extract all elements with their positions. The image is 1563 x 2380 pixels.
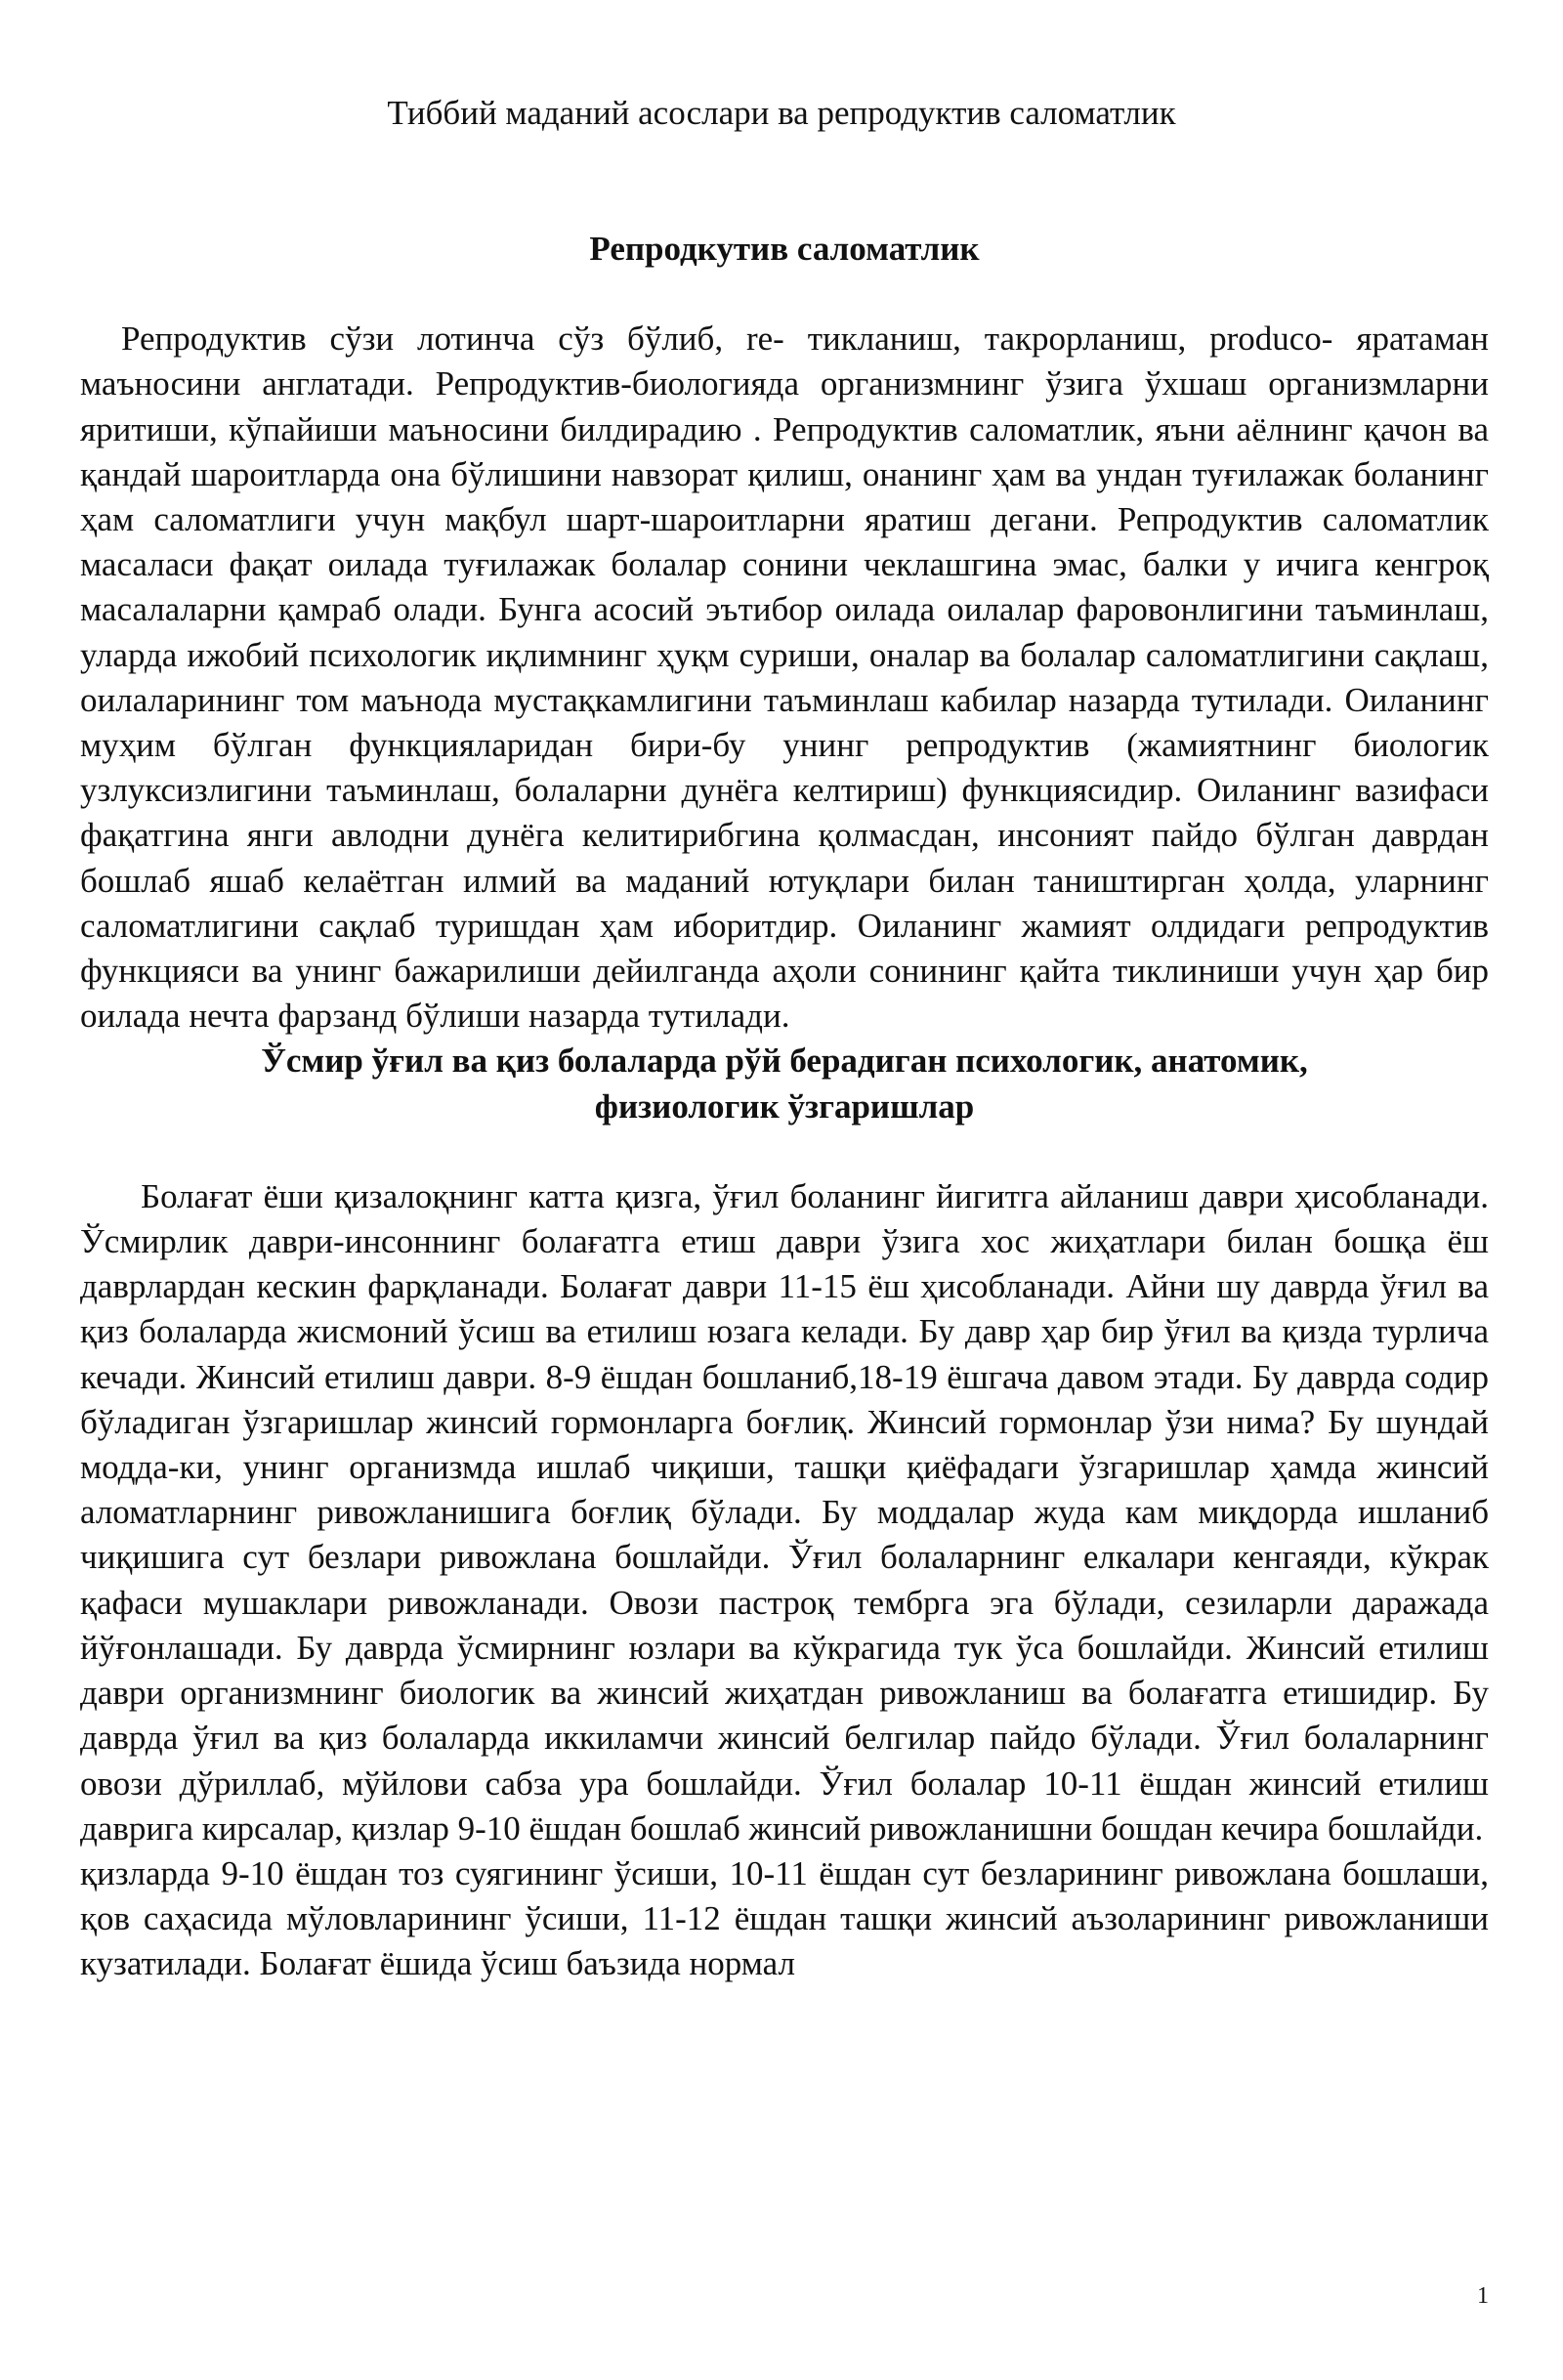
section-title-line-1: Ўсмир ўғил ва қиз болаларда рўй берадиган психологик, анатомик, xyxy=(261,1041,1308,1081)
running-header: Тиббий маданий асослари ва репродуктив саломатлик xyxy=(387,94,1176,132)
spacer xyxy=(80,1129,1489,1174)
document-body xyxy=(80,227,1489,1987)
section-title-reproductive-health: Репродкутив саломатлик xyxy=(589,230,980,268)
paragraph-reproductive-health: Репродуктив сўзи лотинча сўз бўлиб, re- тикланиш, такрорланиш, producо- яратаман маъносини англатади. Репродуктив-биологияда организмнинг ўзига ўхшаш организмларни яритиши, кўпайиши маъносини билдирадию . Репродуктив саломатлик, яъни аёлнинг қачон ва қандай шароитларда она бўлишини навзорат қилиш, онанинг ҳам ва ундан туғилажак боланинг ҳам саломатлиги учун мақбул шарт-шароитларни яратиш дегани. Репродуктив саломатлик масаласи фақат оилада туғилажак болалар сонини чеклашгина эмас, балки у ичига кенгроқ масалаларни қамраб олади. Бунга асосий эътибор оилада оилалар фаровонлигини таъминлаш, уларда ижобий психологик иқлимнинг ҳуқм суриши, оналар ва болалар саломатлигини сақлаш, оилаларининг том маънода мустақкамлигини таъминлаш кабилар назарда тутилади. Оиланинг муҳим бўлган функцияларидан бири-бу унинг репродуктив (жамиятнинг биологик узлуксизлигини таъминлаш, болаларни дунёга келтириш) функциясидир. Оиланинг вазифаси фақатгина янги авлодни дунёга келитирибгина қолмасдан, инсоният пайдо бўлган даврдан бошлаб яшаб келаётган илмий ва маданий ютуқлари билан таништирган ҳолда, уларнинг саломатлигини сақлаб туришдан ҳам иборитдир. Оиланинг жамият олдидаги репродуктив функцияси ва унинг бажарилиши дейилганда аҳоли сонининг қайта тиклиниши учун ҳар бир оилада нечта фарзанд бўлиши назарда тутилади. xyxy=(80,319,1489,1036)
section-title-adolescent-changes xyxy=(80,1039,1489,1128)
section-title-line-2: физиологик ўзгаришлар xyxy=(594,1086,975,1126)
spacer xyxy=(80,272,1489,317)
paragraph-puberty: Болағат ёши қизалоқнинг катта қизга, ўғил боланинг йигитга айланиш даври ҳисобланади. Ўсмирлик даври-инсоннинг болағатга етиш даври ўзига хос жиҳатлари билан бошқа ёш даврлардан кескин фарқланади. Болағат даври 11-15 ёш ҳисобланади. Айни шу даврда ўғил ва қиз болаларда жисмоний ўсиш ва етилиш юзага келади. Бу давр ҳар бир ўғил ва қизда турлича кечади. Жинсий етилиш даври. 8-9 ёшдан бошланиб,18-19 ёшгача давом этади. Бу даврда содир бўладиган ўзгаришлар жинсий гормонларга боғлиқ. Жинсий гормонлар ўзи нима? Бу шундай модда-ки, унинг организмда ишлаб чиқиши, ташқи қиёфадаги ўзгаришлар ҳамда жинсий аломатларнинг ривожланишига боғлиқ бўлади. Бу моддалар жуда кам миқдорда ишланиб чиқишига сут безлари ривожлана бошлайди. Ўғил болаларнинг елкалари кенгаяди, кўкрак қафаси мушаклари ривожланади. Овози пастроқ тембрга эга бўлади, сезиларли даражада йўғонлашади. Бу даврда ўсмирнинг юзлари ва кўкрагида тук ўса бошлайди. Жинсий етилиш даври организмнинг биологик ва жинсий жиҳатдан ривожланиш ва болағатга етишидир. Бу даврда ўғил ва қиз болаларда иккиламчи жинсий белгилар пайдо бўлади. Ўғил болаларнинг овози дўриллаб, мўйлови сабза ура бошлайди. Ўғил болалар 10-11 ёшдан жинсий етилиш даврига кирсалар, қизлар 9-10 ёшдан бошлаб жинсий ривожланишни бошдан кечира бошлайди. xyxy=(80,1176,1489,1848)
paragraph-girls-development: қизларда 9-10 ёшдан тоз суягининг ўсиши, 10-11 ёшдан сут безларининг ривожлана бошлаши, қов саҳасида мўловларининг ўсиши, 11-12 ёшдан ташқи жинсий аъзоларининг ривожланиши кузатилади. Болағат ёшида ўсиш баъзида нормал xyxy=(80,1853,1489,1983)
page-number: 1 xyxy=(1477,2283,1489,2309)
